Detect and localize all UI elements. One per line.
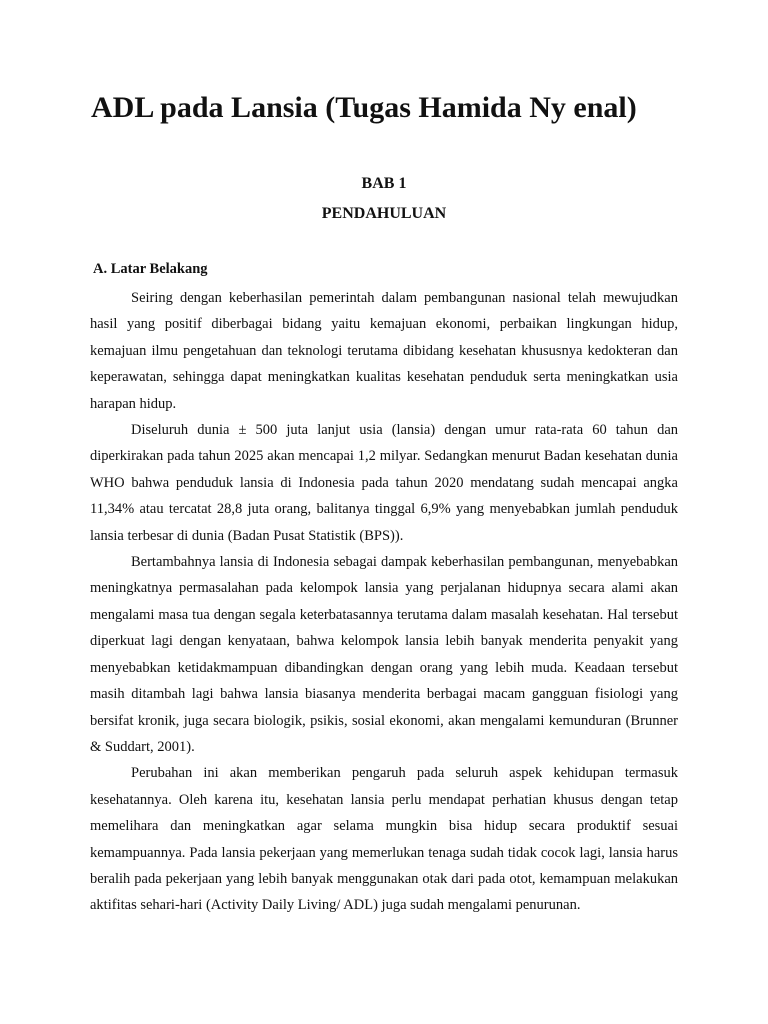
body-text [90, 285, 678, 919]
paragraph: Seiring dengan keberhasilan pemerintah dalam pembangunan nasional telah mewujudkan hasil yang positif diberbagai bidang yaitu kemajuan ekonomi, perbaikan lingkungan hidup, kemajuan ilmu pengetahuan dan teknologi terutama dibidang kesehatan khususnya kedokteran dan keperawatan, sehingga dapat meningkatkan kualitas kesehatan penduduk serta meningkatkan usia harapan hidup. [90, 290, 678, 412]
paragraph: Bertambahnya lansia di Indonesia sebagai dampak keberhasilan pembangunan, menyebabkan meningkatnya permasalahan pada kelompok lansia yang perjalanan hidupnya secara alami akan mengalami masa tua dengan segala keterbatasannya terutama dalam masalah kesehatan. Hal tersebut diperkuat lagi dengan kenyataan, bahwa kelompok lansia lebih banyak menderita penyakit yang menyebabkan ketidakmampuan dibandingkan dengan orang yang lebih muda. Keadaan tersebut masih ditambah lagi bahwa lansia biasanya menderita berbagai macam gangguan fisiologi yang bersifat kronik, juga secara biologik, psikis, sosial ekonomi, akan mengalami kemunduran (Brunner & Suddart, 2001). [90, 554, 678, 755]
chapter-title: PENDAHULUAN [321, 205, 447, 222]
paragraph: Diseluruh dunia ± 500 juta lanjut usia (lansia) dengan umur rata-rata 60 tahun dan diperkirakan pada tahun 2025 akan mencapai 1,2 milyar. Sedangkan menurut Badan kesehatan dunia WHO bahwa penduduk lansia di Indonesia pada tahun 2020 mendatang sudah mencapai angka 11,34% atau tercatat 28,8 juta orang, balitanya tinggal 6,9% yang menyebabkan jumlah penduduk lansia terbesar di dunia (Badan Pusat Statistik (BPS)). [90, 422, 678, 544]
chapter-number: BAB 1 [361, 175, 407, 192]
paragraph: Perubahan ini akan memberikan pengaruh pada seluruh aspek kehidupan termasuk kesehatannya. Oleh karena itu, kesehatan lansia perlu mendapat perhatian khusus dengan tetap memelihara dan meningkatkan agar selama mungkin bisa hidup secara produktif sesuai kemampuannya. Pada lansia pekerjaan yang memerlukan tenaga sudah tidak cocok lagi, lansia harus beralih pada pekerjaan yang lebih banyak menggunakan otak dari pada otot, kemampuan melakukan aktifitas sehari-hari (Activity Daily Living/ ADL) juga sudah mengalami penurunan. [90, 765, 678, 914]
section-heading: A. Latar Belakang [93, 261, 208, 277]
document-title: ADL pada Lansia (Tugas Hamida Ny enal) [91, 91, 637, 124]
